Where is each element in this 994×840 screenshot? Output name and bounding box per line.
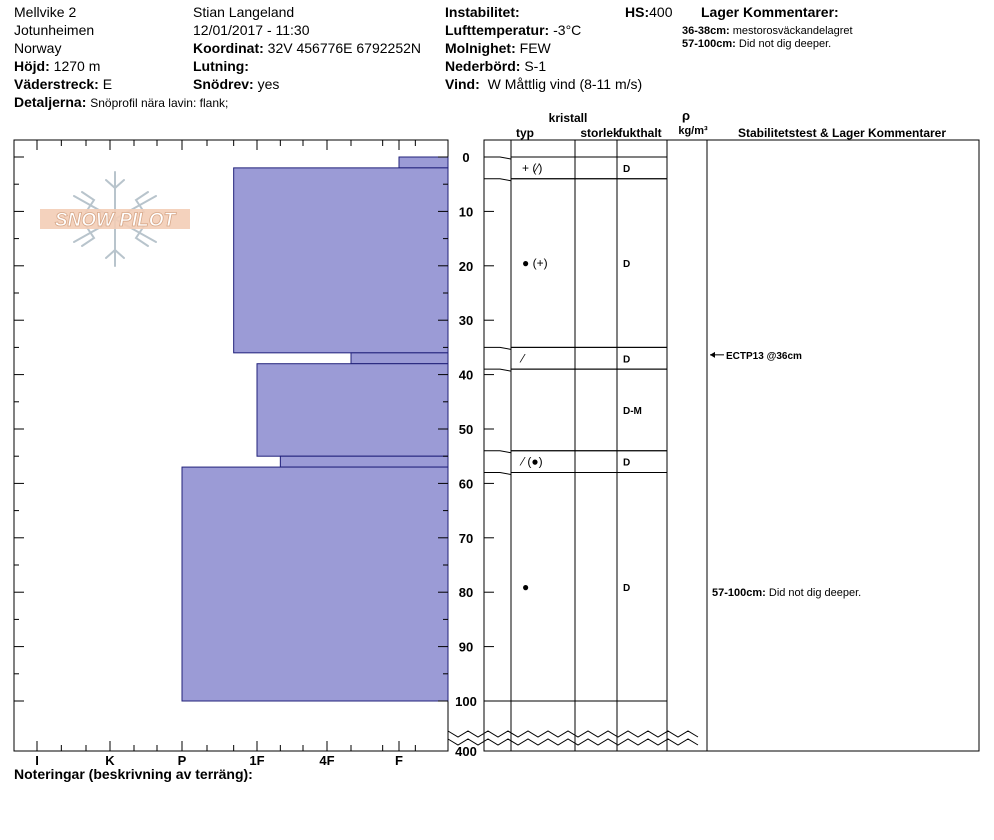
layer-moisture: D: [623, 582, 631, 594]
coordinate-value: 32V 456776E 6792252N: [267, 40, 422, 56]
layer-table-frame: [484, 140, 979, 751]
aspect-label: Väderstreck:: [14, 76, 99, 92]
hs-value: 400: [649, 4, 673, 20]
layer-comment-range: 57-100cm:: [682, 38, 736, 50]
location-name: Mellvike 2: [14, 4, 77, 20]
notes-label: Noteringar (beskrivning av terräng):: [14, 766, 253, 782]
stability-test-label: ECTP13 @36cm: [726, 350, 802, 362]
layer-connector: [484, 347, 511, 349]
layer-moisture: D-M: [623, 405, 642, 417]
column-crystal-group: kristall: [548, 111, 588, 125]
slope-label: Lutning:: [193, 58, 249, 74]
depth-tick-label: 0: [462, 150, 470, 165]
hardness-tick-label: 4F: [319, 753, 335, 768]
sky-value: FEW: [519, 40, 551, 56]
depth-tick-label: 20: [458, 258, 474, 274]
depth-tick-label: 60: [458, 476, 474, 492]
observer-name: Stian Langeland: [193, 4, 295, 20]
country-name: Norway: [14, 40, 62, 56]
airtemp-label: Lufttemperatur:: [445, 22, 550, 38]
layer-connector: [484, 179, 511, 181]
depth-tick-label: 100: [455, 694, 477, 709]
layer-comment-range: 36-38cm:: [682, 25, 730, 37]
elevation-label: Höjd:: [14, 58, 50, 74]
axis-break-line: [448, 731, 698, 737]
crystal-type: ⁄: [522, 351, 525, 366]
axis-break-line: [448, 739, 698, 745]
observation-datetime: 12/01/2017 - 11:30: [193, 22, 310, 38]
crystal-type: + (⁄): [522, 160, 543, 175]
sky-label: Molnighet:: [445, 40, 516, 56]
logo-text: SNOW PILOT: [54, 210, 176, 231]
aspect-value: E: [102, 76, 113, 92]
hardness-tick-label: 1F: [249, 753, 265, 768]
column-stability: Stabilitetstest & Lager Kommentarer: [737, 126, 947, 140]
column-moisture: fukthalt: [618, 126, 662, 140]
hardness-bar: [351, 353, 448, 364]
hardness-tick-label: F: [395, 753, 403, 768]
hardness-bar: [182, 467, 448, 701]
layer-connector: [484, 369, 511, 371]
column-size: storlek: [580, 126, 620, 140]
layer-moisture: D: [623, 259, 631, 271]
snowpilot-logo: [40, 172, 190, 266]
layer-comment-annotation: 57-100cm: Did not dig deeper.: [712, 587, 862, 600]
wind-value: W Måttlig vind (8-11 m/s): [487, 76, 643, 92]
instability-label: Instabilitet:: [445, 4, 520, 20]
airtemp-value: -3°C: [553, 22, 582, 38]
layer-comment-text: mestorosväckandelagret: [732, 25, 853, 37]
axis-break: [448, 731, 698, 745]
hardness-bar: [257, 364, 448, 456]
coordinate-label: Koordinat:: [193, 40, 264, 56]
crystal-type: ●: [522, 579, 530, 594]
elevation-value: 1270 m: [53, 58, 101, 74]
details-label: Detaljerna:: [14, 94, 87, 110]
hardness-tick-label: I: [35, 753, 39, 768]
drift-value: yes: [257, 76, 280, 92]
layer-comment-text: Did not dig deeper.: [738, 38, 832, 50]
crystal-type: ⁄ (●): [522, 454, 543, 469]
depth-tick-label: 80: [458, 585, 474, 601]
precip-value: S-1: [524, 58, 547, 74]
depth-tick-label: 70: [458, 530, 474, 546]
drift-label: Snödrev:: [193, 76, 254, 92]
column-rho: ρ: [681, 108, 691, 123]
hardness-bars: [182, 157, 448, 701]
hardness-tick-label: K: [105, 753, 115, 768]
hs-label: HS:: [625, 4, 650, 20]
layer-connector: [484, 473, 511, 475]
depth-tick-label: 90: [458, 639, 474, 655]
depth-tick-label: 50: [458, 422, 474, 437]
layer-connector: [484, 451, 511, 453]
depth-tick-label: 400: [455, 744, 477, 759]
depth-tick-label: 30: [458, 313, 474, 329]
depth-tick-label: 10: [458, 204, 474, 220]
layer-comments-title: Lager Kommentarer:: [701, 4, 839, 20]
stability-arrowhead: [710, 352, 715, 358]
wind-label: Vind:: [445, 76, 480, 92]
layer-moisture: D: [623, 163, 631, 175]
region-name: Jotunheimen: [14, 22, 95, 38]
precip-label: Nederbörd:: [445, 58, 521, 74]
layer-moisture: D: [623, 354, 631, 366]
stability-annotations: [710, 351, 861, 599]
crystal-type: ● (+): [522, 256, 548, 271]
depth-tick-label: 40: [458, 367, 474, 383]
layer-moisture: D: [623, 457, 631, 469]
details-value: Snöprofil nära lavin: flank;: [90, 96, 229, 110]
hardness-bar: [399, 157, 448, 168]
hardness-tick-label: P: [177, 753, 187, 768]
column-type: typ: [516, 126, 534, 140]
hardness-bar: [280, 456, 448, 467]
layer-connector: [484, 157, 511, 159]
column-density: kg/m³: [678, 125, 708, 137]
hardness-bar: [234, 168, 448, 353]
